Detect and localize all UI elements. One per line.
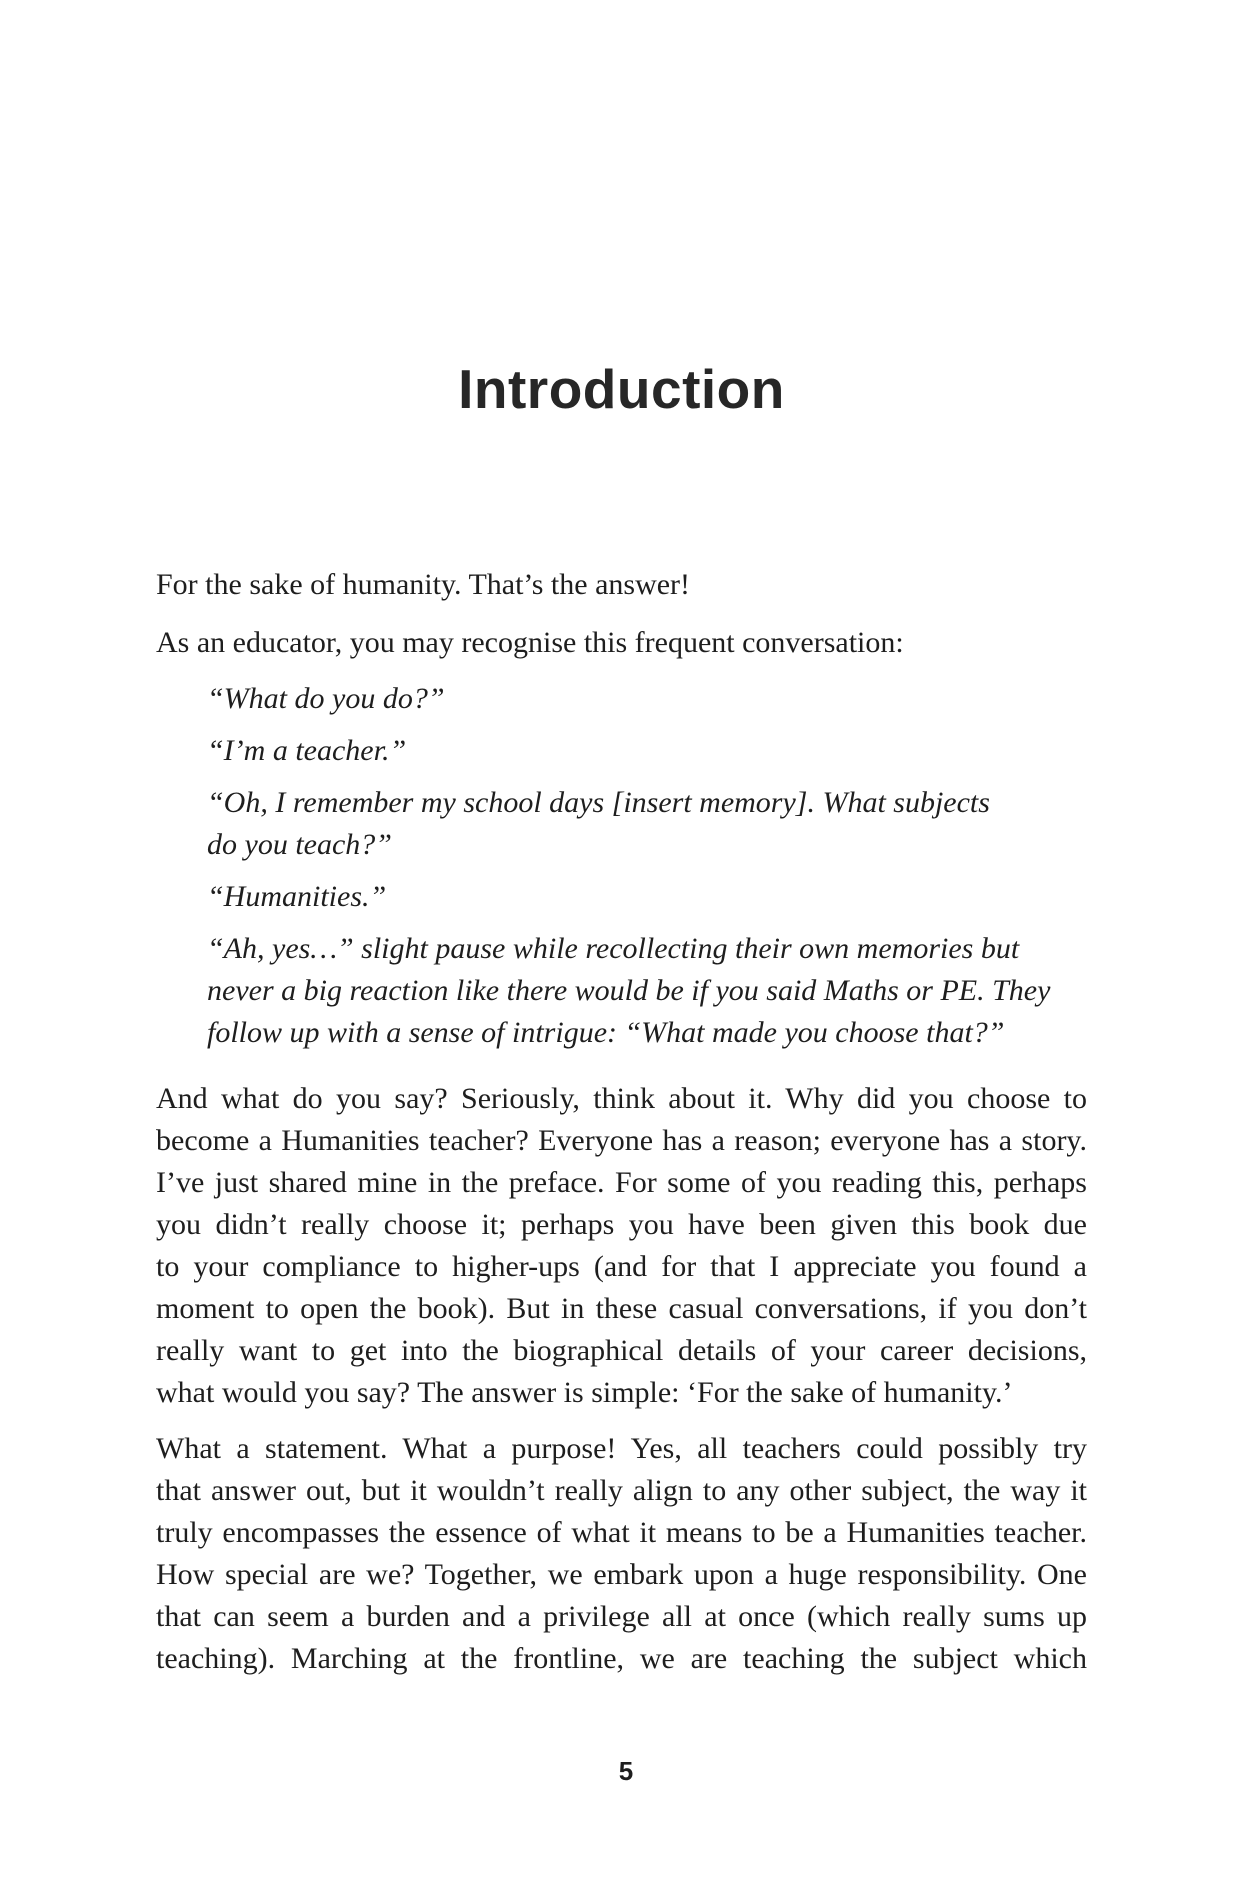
text-line: truly encompasses the essence of what it means to be a Humanities teacher. [156, 1516, 1087, 1549]
page-number: 5 [618, 1756, 634, 1786]
text-line: What a statement. What a purpose! Yes, all teachers could possibly try [156, 1432, 1087, 1465]
text-line: follow up with a sense of intrigue: “What made you choose that?” [207, 1016, 1005, 1049]
dialogue-quote-paragraph [156, 782, 1087, 866]
page-body [156, 564, 1087, 1680]
dialogue-quote-paragraph [156, 730, 1087, 772]
text-line: teaching). Marching at the frontline, we are teaching the subject which [156, 1642, 1087, 1675]
body-paragraph [156, 564, 1087, 606]
body-paragraph [156, 622, 1087, 664]
text-line: you didn’t really choose it; perhaps you have been given this book due [156, 1208, 1087, 1241]
text-line: “I’m a teacher.” [207, 734, 407, 767]
text-line: “Humanities.” [207, 880, 387, 913]
text-line: never a big reaction like there would be if you said Maths or PE. They [207, 974, 1051, 1007]
text-line: I’ve just shared mine in the preface. For some of you reading this, perhaps [156, 1166, 1087, 1199]
text-line: As an educator, you may recognise this frequent conversation: [156, 626, 904, 659]
body-paragraph [156, 1078, 1087, 1414]
text-line: moment to open the book). But in these casual conversations, if you don’t [156, 1292, 1087, 1325]
text-line: “Ah, yes…” slight pause while recollecting their own memories but [207, 932, 1020, 965]
chapter-title: Introduction [458, 358, 785, 420]
dialogue-quote-paragraph [156, 876, 1087, 918]
text-line: do you teach?” [207, 828, 392, 861]
text-line: And what do you say? Seriously, think about it. Why did you choose to [156, 1082, 1087, 1115]
text-line: that can seem a burden and a privilege all at once (which really sums up [156, 1600, 1087, 1633]
text-line: How special are we? Together, we embark upon a huge responsibility. One [156, 1558, 1087, 1591]
text-line: “What do you do?” [207, 682, 445, 715]
dialogue-quote-paragraph [156, 928, 1087, 1054]
text-line: to your compliance to higher-ups (and for that I appreciate you found a [156, 1250, 1087, 1283]
text-line: For the sake of humanity. That’s the answer! [156, 568, 691, 601]
dialogue-quote-paragraph [156, 678, 1087, 720]
text-line: “Oh, I remember my school days [insert memory]. What subjects [207, 786, 990, 819]
body-paragraph [156, 1428, 1087, 1680]
page-content [156, 0, 1087, 1680]
text-line: become a Humanities teacher? Everyone has a reason; everyone has a story. [156, 1124, 1087, 1157]
text-line: that answer out, but it wouldn’t really align to any other subject, the way it [156, 1474, 1087, 1507]
text-line: really want to get into the biographical details of your career decisions, [156, 1334, 1087, 1367]
text-line: what would you say? The answer is simple: ‘For the sake of humanity.’ [156, 1376, 1013, 1409]
